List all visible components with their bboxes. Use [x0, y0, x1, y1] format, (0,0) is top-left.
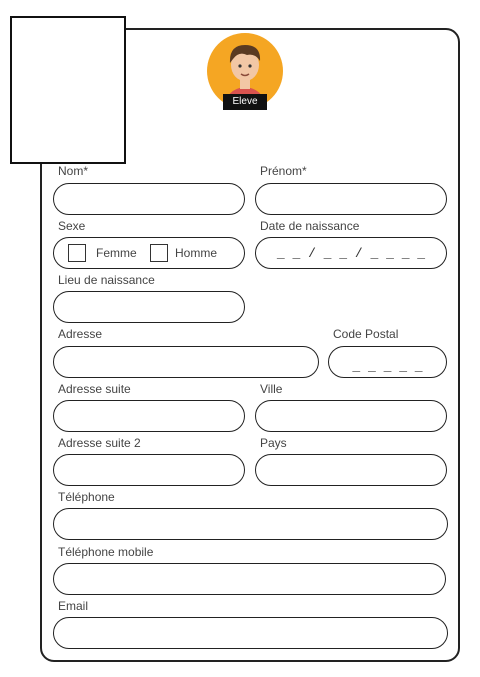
telephone-mobile-field[interactable]: [53, 563, 446, 595]
sexe-field: [53, 237, 245, 269]
adresse-suite-2-input[interactable]: [54, 455, 244, 485]
adresse-suite-2-label: Adresse suite 2: [58, 436, 141, 450]
email-label: Email: [58, 599, 89, 613]
pays-label: Pays: [260, 436, 287, 450]
adresse-suite-field[interactable]: [53, 400, 245, 432]
adresse-suite-2-field[interactable]: [53, 454, 245, 486]
adresse-field[interactable]: [53, 346, 319, 378]
homme-option-label: Homme: [175, 246, 218, 260]
femme-option-label: Femme: [96, 246, 137, 260]
code-postal-mask: _ _ _ _ _: [352, 358, 423, 374]
telephone-mobile-label: Téléphone mobile: [58, 545, 154, 559]
adresse-suite-label: Adresse suite: [58, 382, 131, 396]
role-badge: Eleve: [223, 94, 267, 110]
telephone-field[interactable]: [53, 508, 448, 540]
femme-checkbox[interactable]: [68, 244, 86, 262]
telephone-label: Téléphone: [58, 490, 115, 504]
pays-field[interactable]: [255, 454, 447, 486]
email-input[interactable]: [54, 618, 447, 648]
nom-input[interactable]: [54, 184, 244, 214]
nom-label: Nom*: [58, 164, 89, 178]
code-postal-label: Code Postal: [333, 327, 399, 341]
pays-input[interactable]: [256, 455, 446, 485]
lieu-naissance-field[interactable]: [53, 291, 245, 323]
adresse-suite-input[interactable]: [54, 401, 244, 431]
date-naissance-field[interactable]: [255, 237, 447, 269]
code-postal-field[interactable]: [328, 346, 447, 378]
homme-checkbox[interactable]: [150, 244, 168, 262]
prenom-label: Prénom*: [260, 164, 307, 178]
lieu-naissance-label: Lieu de naissance: [58, 273, 155, 287]
prenom-input[interactable]: [256, 184, 446, 214]
email-field[interactable]: [53, 617, 448, 649]
prenom-field[interactable]: [255, 183, 447, 215]
telephone-input[interactable]: [54, 509, 447, 539]
lieu-naissance-input[interactable]: [54, 292, 244, 322]
ville-input[interactable]: [256, 401, 446, 431]
photo-upload-box[interactable]: [10, 16, 126, 164]
date-naissance-mask: _ _ / _ _ / _ _ _ _: [276, 245, 426, 261]
ville-label: Ville: [260, 382, 283, 396]
adresse-input[interactable]: [54, 347, 318, 377]
telephone-mobile-input[interactable]: [54, 564, 445, 594]
date-naissance-label: Date de naissance: [260, 219, 360, 233]
adresse-label: Adresse: [58, 327, 103, 341]
nom-field[interactable]: [53, 183, 245, 215]
sexe-label: Sexe: [58, 219, 86, 233]
ville-field[interactable]: [255, 400, 447, 432]
